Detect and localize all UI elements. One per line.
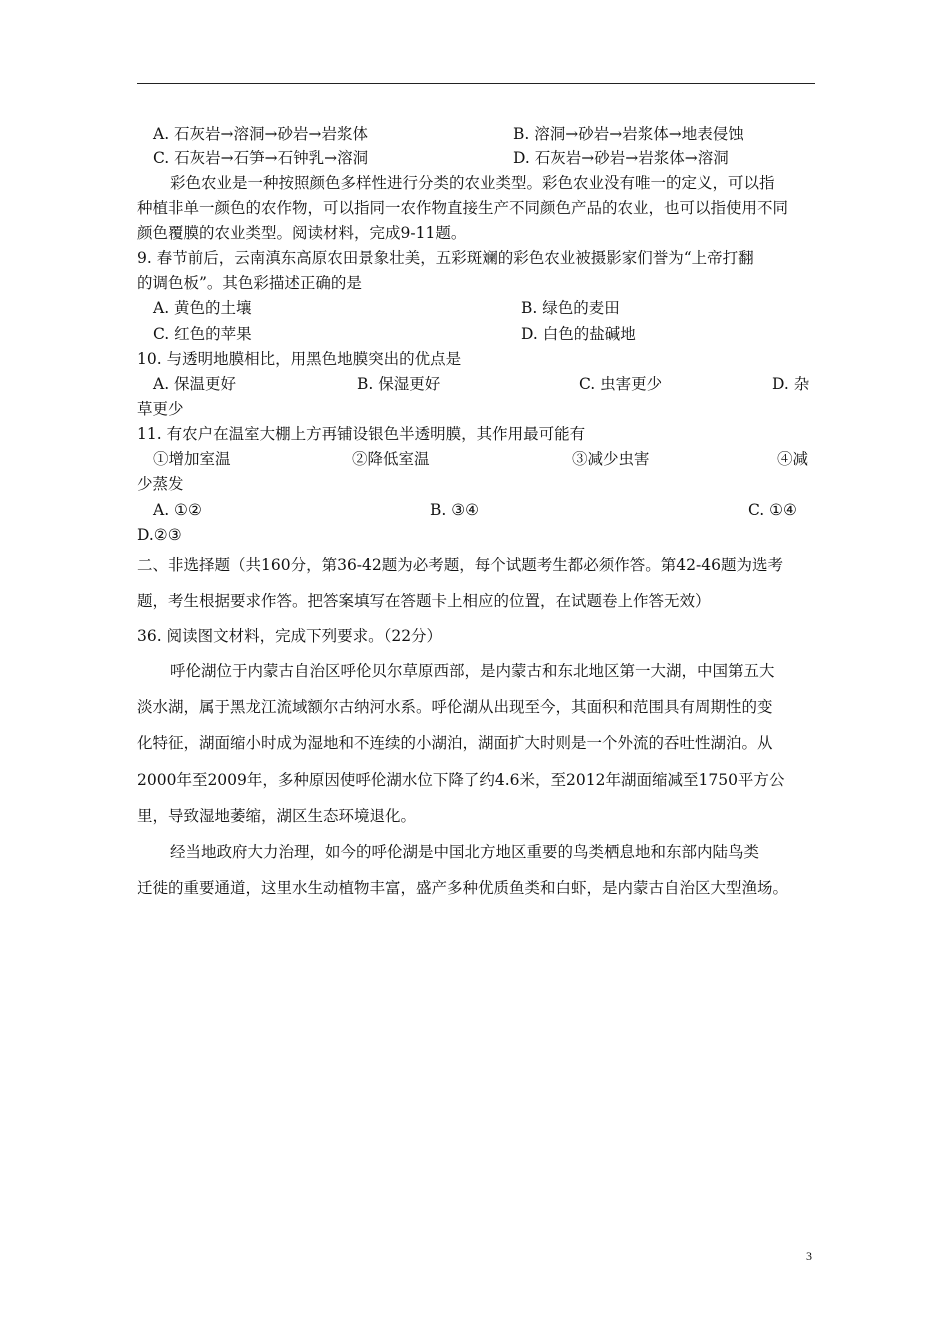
q9-option-d: D. 白色的盐碱地 [521,325,636,343]
q9-stem-line-1: 9. 春节前后，云南滇东高原农田景象壮美，五彩斑斓的彩色农业被摄影家们誉为“上帝打翻 [137,249,754,267]
q11-item-1: ①增加室温 [153,450,231,468]
q11-option-d: D.②③ [137,526,182,544]
material-intro-line-1: 彩色农业是一种按照颜色多样性进行分类的农业类型。彩色农业没有唯一的定义，可以指 [170,174,775,192]
q36-para1-line-5: 里，导致湿地萎缩，湖区生态环境退化。 [137,807,417,825]
q11-stem: 11. 有农户在温室大棚上方再铺设银色半透明膜，其作用最可能有 [137,425,586,443]
q10-option-b: B. 保湿更好 [357,375,441,393]
prev-option-c: C. 石灰岩→石笋→石钟乳→溶洞 [153,149,369,167]
q11-item-2: ②降低室温 [352,450,430,468]
q11-item-4: ④减 [777,450,809,468]
q36-para2-line-1: 经当地政府大力治理，如今的呼伦湖是中国北方地区重要的鸟类栖息地和东部内陆鸟类 [170,843,760,861]
q10-stem: 10. 与透明地膜相比，用黑色地膜突出的优点是 [137,350,462,368]
prev-option-a: A. 石灰岩→溶洞→砂岩→岩浆体 [153,125,369,143]
q9-option-b: B. 绿色的麦田 [521,299,620,317]
prev-option-d: D. 石灰岩→砂岩→岩浆体→溶洞 [513,149,729,167]
prev-option-b: B. 溶洞→砂岩→岩浆体→地表侵蚀 [513,125,744,143]
q11-option-a: A. ①② [153,501,202,519]
material-intro-line-3: 颜色覆膜的农业类型。阅读材料，完成9-11题。 [137,224,467,242]
q9-option-c: C. 红色的苹果 [153,325,252,343]
q10-option-c: C. 虫害更少 [579,375,663,393]
q11-option-b: B. ③④ [430,501,480,519]
header-rule [137,83,815,84]
page-number: 3 [806,1249,812,1263]
q10-option-a: A. 保温更好 [153,375,237,393]
q10-option-d-wrap: 草更少 [137,400,184,418]
q10-option-d: D. 杂 [772,375,810,393]
q36-para1-line-4: 2000年至2009年，多种原因使呼伦湖水位下降了约4.6米，至2012年湖面缩减至1750平方公 [137,771,785,789]
q36-para1-line-2: 淡水湖，属于黑龙江流域额尔古纳河水系。呼伦湖从出现至今，其面积和范围具有周期性的变 [137,698,773,716]
q9-option-a: A. 黄色的土壤 [153,299,252,317]
q11-item-4-wrap: 少蒸发 [137,475,184,493]
q36-para1-line-1: 呼伦湖位于内蒙古自治区呼伦贝尔草原西部，是内蒙古和东北地区第一大湖，中国第五大 [170,662,775,680]
q36-stem: 36. 阅读图文材料，完成下列要求。（22分） [137,627,443,645]
q36-para2-line-2: 迁徙的重要通道，这里水生动植物丰富，盛产多种优质鱼类和白虾，是内蒙古自治区大型渔场。 [137,879,789,897]
q36-para1-line-3: 化特征，湖面缩小时成为湿地和不连续的小湖泊，湖面扩大时则是一个外流的吞吐性湖泊。从 [137,734,773,752]
section2-line-2: 题，考生根据要求作答。把答案填写在答题卡上相应的位置，在试题卷上作答无效） [137,592,711,610]
q9-stem-line-2: 的调色板”。其色彩描述正确的是 [137,274,362,292]
material-intro-line-2: 种植非单一颜色的农作物，可以指同一农作物直接生产不同颜色产品的农业，也可以指使用不同 [137,199,789,217]
section2-line-1: 二、非选择题（共160分，第36-42题为必考题，每个试题考生都必须作答。第42-46题为选考 [137,556,783,574]
q11-item-3: ③减少虫害 [572,450,650,468]
q11-option-c: C. ①④ [748,501,797,519]
